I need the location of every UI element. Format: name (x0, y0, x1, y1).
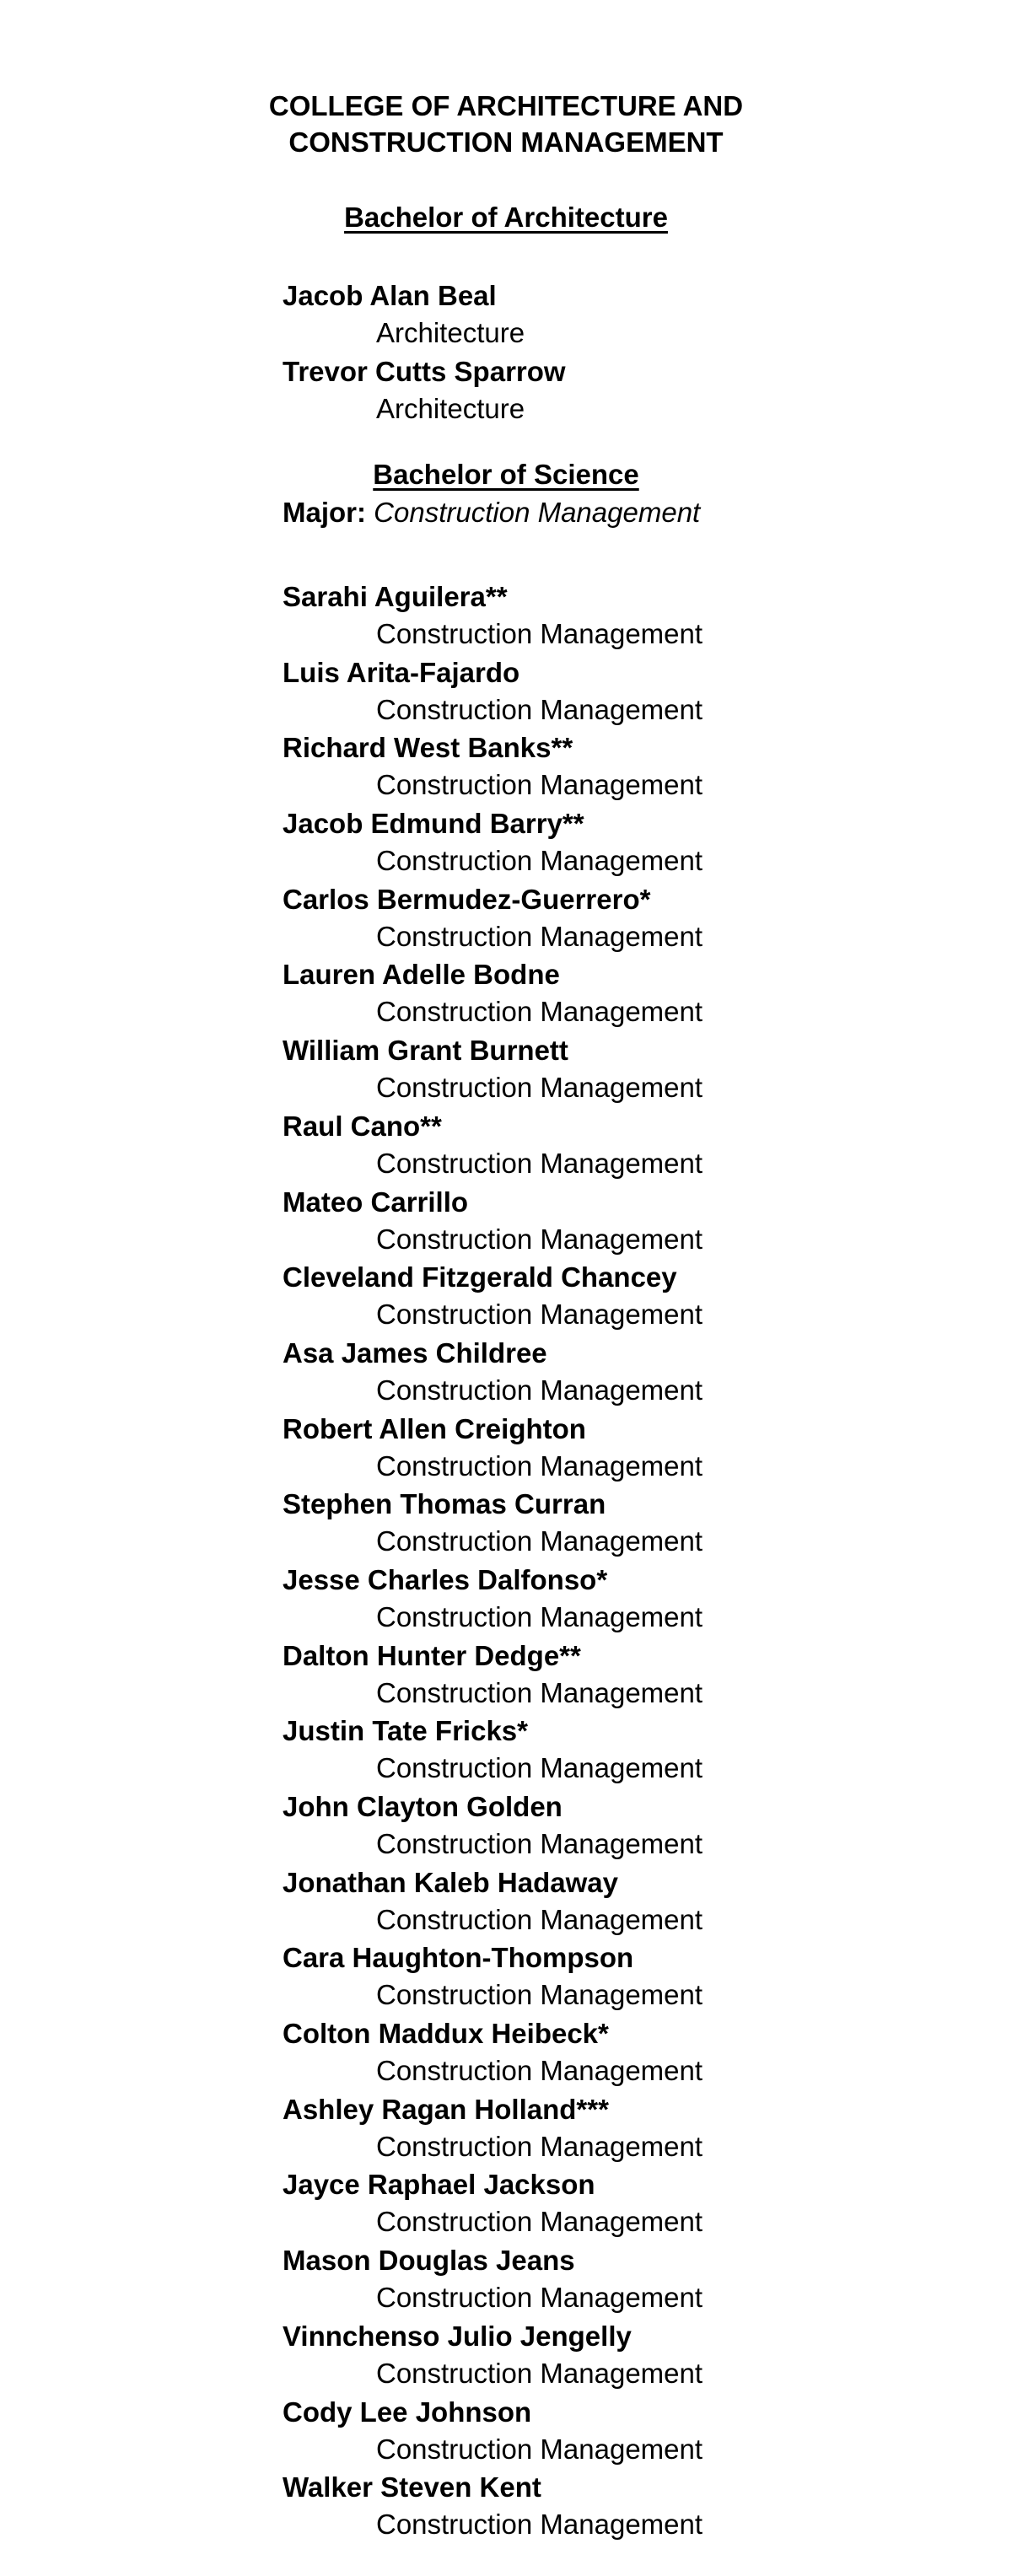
graduate-entry (283, 1561, 702, 1637)
graduate-name: Jayce Raphael Jackson (283, 2169, 595, 2201)
graduate-entry (283, 2090, 702, 2166)
degree-heading-science-text: Bachelor of Science (373, 459, 639, 490)
graduate-major: Construction Management (376, 769, 703, 801)
graduate-major: Architecture (376, 317, 525, 348)
graduate-major: Construction Management (376, 996, 703, 1028)
graduate-entry (283, 729, 702, 804)
graduate-name: Stephen Thomas Curran (283, 1488, 606, 1520)
graduate-major: Construction Management (376, 1828, 703, 1859)
graduate-entry (283, 1485, 702, 1561)
graduate-entry (283, 1107, 702, 1183)
graduate-major: Construction Management (376, 2282, 703, 2314)
graduate-entry (283, 2468, 702, 2544)
graduate-major: Construction Management (376, 1299, 703, 1331)
college-title (0, 88, 1012, 160)
graduate-major: Construction Management (376, 2055, 703, 2087)
graduate-name: Cody Lee Johnson (283, 2396, 532, 2428)
graduate-name: Asa James Childree (283, 1336, 547, 1369)
graduate-name: Walker Steven Kent (283, 2471, 541, 2503)
graduate-name: Jacob Alan Beal (283, 280, 497, 311)
graduate-major: Construction Management (376, 2433, 703, 2465)
graduate-name: John Clayton Golden (283, 1791, 563, 1822)
graduate-name: Raul Cano** (283, 1110, 442, 1142)
graduate-entry (283, 2165, 702, 2241)
graduate-major: Construction Management (376, 920, 703, 952)
degree-heading-architecture (0, 201, 1012, 234)
graduate-entry (283, 955, 702, 1031)
graduate-major: Construction Management (376, 2357, 703, 2389)
graduate-name: Colton Maddux Heibeck* (283, 2018, 609, 2050)
degree-heading-science (0, 458, 1012, 492)
graduate-major: Construction Management (376, 618, 703, 649)
graduate-name: Robert Allen Creighton (283, 1412, 586, 1444)
graduate-name: Sarahi Aguilera** (283, 581, 508, 612)
graduate-entry (283, 277, 566, 352)
graduate-name: Jonathan Kaleb Hadaway (283, 1866, 618, 1898)
graduate-entry (283, 2241, 702, 2317)
graduate-entry (283, 352, 566, 428)
graduate-major: Construction Management (376, 2130, 703, 2162)
college-title-line-1: COLLEGE OF ARCHITECTURE AND (268, 90, 744, 121)
graduate-major: Construction Management (376, 2206, 703, 2238)
graduate-major: Construction Management (376, 693, 703, 725)
graduate-major: Construction Management (376, 2509, 703, 2541)
graduate-name: Mason Douglas Jeans (283, 2245, 575, 2277)
graduate-entry (283, 880, 702, 956)
graduate-entry (283, 2393, 702, 2469)
graduate-major: Construction Management (376, 845, 703, 877)
graduate-major: Construction Management (376, 1903, 703, 1935)
graduate-entry (283, 1637, 702, 1713)
graduate-entry (283, 1939, 702, 2014)
graduate-major: Construction Management (376, 1223, 703, 1255)
graduate-name: Cleveland Fitzgerald Chancey (283, 1261, 677, 1293)
major-line (283, 496, 700, 530)
graduate-name: Jacob Edmund Barry** (283, 808, 584, 840)
construction-management-graduate-list (283, 578, 702, 2544)
graduate-major: Construction Management (376, 1525, 703, 1557)
graduate-major: Construction Management (376, 1072, 703, 1104)
graduate-name: Ashley Ragan Holland*** (283, 2093, 609, 2125)
graduate-name: Dalton Hunter Dedge** (283, 1639, 581, 1671)
graduate-major: Construction Management (376, 1374, 703, 1406)
graduate-name: Jesse Charles Dalfonso* (283, 1563, 608, 1595)
graduate-entry (283, 2317, 702, 2393)
graduate-major: Architecture (376, 392, 525, 424)
degree-heading-architecture-text: Bachelor of Architecture (344, 202, 668, 233)
graduate-major: Construction Management (376, 1449, 703, 1482)
graduate-entry (283, 1788, 702, 1863)
graduate-major: Construction Management (376, 1979, 703, 2011)
graduate-entry (283, 653, 702, 729)
graduate-name: Luis Arita-Fajardo (283, 656, 520, 688)
graduate-entry (283, 1258, 702, 1334)
graduate-entry (283, 1712, 702, 1788)
graduate-entry (283, 1183, 702, 1259)
graduate-entry (283, 578, 702, 653)
graduate-name: Richard West Banks** (283, 732, 573, 764)
graduate-major: Construction Management (376, 1147, 703, 1179)
graduate-name: Carlos Bermudez-Guerrero* (283, 883, 651, 915)
graduate-name: Lauren Adelle Bodne (283, 959, 560, 991)
graduate-entry (283, 804, 702, 880)
major-value: Construction Management (374, 497, 701, 528)
graduate-entry (283, 2014, 702, 2090)
graduate-major: Construction Management (376, 1752, 703, 1784)
graduate-entry (283, 1334, 702, 1410)
graduate-name: Justin Tate Fricks* (283, 1715, 528, 1747)
graduate-name: Trevor Cutts Sparrow (283, 355, 566, 387)
graduate-major: Construction Management (376, 1676, 703, 1708)
graduate-name: William Grant Burnett (283, 1035, 568, 1067)
graduate-entry (283, 1410, 702, 1486)
architecture-graduate-list (283, 277, 566, 428)
major-label: Major: (283, 497, 366, 528)
graduate-name: Cara Haughton-Thompson (283, 1942, 634, 1974)
college-title-line-2: CONSTRUCTION MANAGEMENT (288, 126, 724, 158)
graduate-entry (283, 1863, 702, 1939)
graduate-name: Vinnchenso Julio Jengelly (283, 2320, 632, 2352)
graduate-major: Construction Management (376, 1600, 703, 1632)
graduate-name: Mateo Carrillo (283, 1186, 469, 1218)
graduate-entry (283, 1031, 702, 1107)
